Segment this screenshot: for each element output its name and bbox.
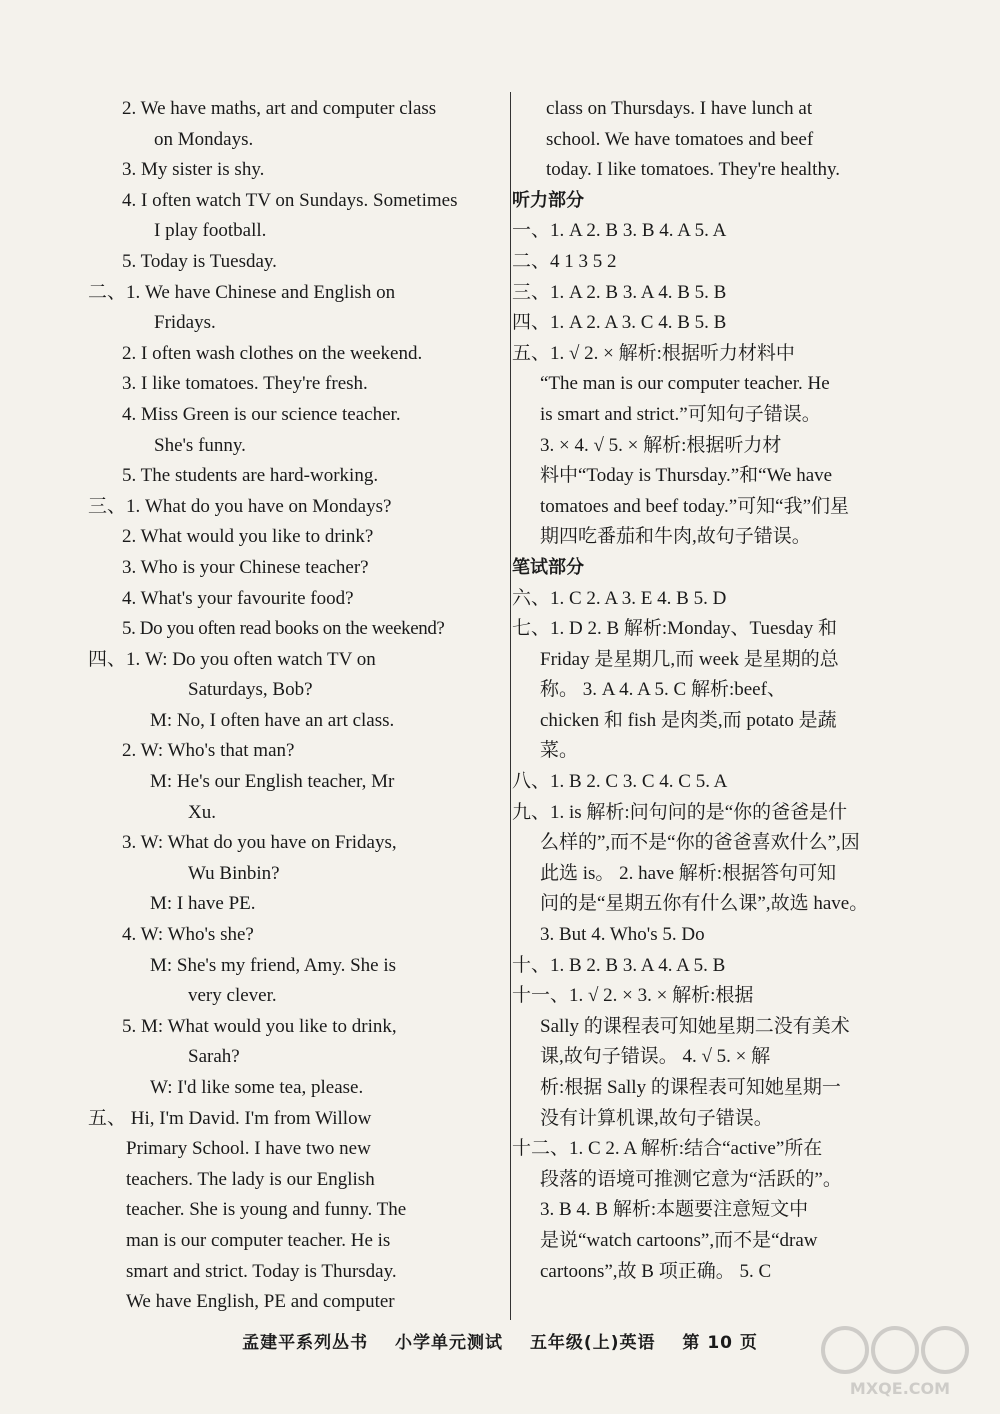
answer-line: 菜。	[540, 740, 579, 762]
answer-line: class on Thursdays. I have lunch at	[546, 98, 813, 119]
answer-line: 九、1. is 解析:问句问的是“你的爸爸是什	[512, 801, 848, 823]
answer-line: M: He's our English teacher, Mr	[150, 771, 395, 793]
answer-line: 五、 Hi, I'm David. I'm from Willow	[88, 1107, 372, 1129]
answer-line: 3. I like tomatoes. They're fresh.	[122, 373, 368, 395]
answer-line: M: She's my friend, Amy. She is	[150, 954, 397, 976]
answer-line: 2. What would you like to drink?	[122, 526, 374, 548]
answer-line: 称。 3. A 4. A 5. C 解析:beef、	[540, 679, 786, 701]
answer-line: 4. Miss Green is our science teacher.	[122, 403, 401, 425]
answer-line: “The man is our computer teacher. He	[540, 373, 830, 395]
answer-line: 么样的”,而不是“你的爸爸喜欢什么”,因	[540, 832, 860, 854]
answer-line: 5. The students are hard-working.	[122, 465, 379, 487]
answer-line: M: No, I often have an art class.	[150, 709, 395, 731]
answer-line: today. I like tomatoes. They're healthy.	[546, 159, 840, 181]
answer-line: 三、1. A 2. B 3. A 4. B 5. B	[512, 281, 727, 303]
answer-line: 段落的语境可推测它意为“活跃的”。	[540, 1168, 842, 1190]
answer-line: chicken 和 fish 是肉类,而 potato 是蔬	[540, 709, 837, 731]
answer-line: Fridays.	[154, 312, 216, 334]
watermark-text: MXQE.COM	[849, 1379, 951, 1398]
answer-line: 3. W: What do you have on Fridays,	[122, 832, 397, 854]
answer-line: 析:根据 Sally 的课程表可知她星期一	[540, 1077, 841, 1098]
answer-line: W: I'd like some tea, please.	[150, 1077, 364, 1098]
answer-line: 课,故句子错误。 4. √ 5. × 解	[540, 1046, 771, 1068]
answer-line: teachers. The lady is our English	[126, 1168, 375, 1190]
answer-line: 期四吃番茄和牛肉,故句子错误。	[540, 526, 811, 548]
answer-line: 4. What's your favourite food?	[122, 587, 354, 609]
answer-line: We have English, PE and computer	[126, 1291, 395, 1313]
answer-line: 3. My sister is shy.	[122, 159, 265, 181]
answer-line: on Mondays.	[154, 128, 254, 150]
answer-line: 没有计算机课,故句子错误。	[540, 1107, 773, 1129]
answer-line: school. We have tomatoes and beef	[546, 128, 814, 150]
answer-line: 六、1. C 2. A 3. E 4. B 5. D	[512, 587, 727, 609]
answer-line: 四、1. W: Do you often watch TV on	[88, 648, 376, 670]
answer-line: 5. Today is Tuesday.	[122, 250, 277, 272]
answer-line: teacher. She is young and funny. The	[126, 1199, 407, 1221]
answer-line: 十一、1. √ 2. × 3. × 解析:根据	[512, 985, 754, 1007]
answer-line: tomatoes and beef today.”可知“我”们星	[540, 495, 850, 517]
left-column	[88, 94, 494, 1318]
answer-line: 五、1. √ 2. × 解析:根据听力材料中	[512, 342, 795, 364]
answer-line: 3. Who is your Chinese teacher?	[122, 556, 369, 578]
answer-line: Sarah?	[188, 1046, 240, 1068]
answer-line: 是说“watch cartoons”,而不是“draw	[540, 1229, 818, 1251]
answer-line: Sally 的课程表可知她星期二没有美术	[540, 1015, 850, 1037]
column-divider	[510, 92, 511, 1320]
series-name: 孟建平系列丛书	[242, 1333, 369, 1353]
answer-line: Primary School. I have two new	[126, 1138, 371, 1160]
answer-line: 八、1. B 2. C 3. C 4. C 5. A	[512, 771, 728, 793]
answer-line: Xu.	[188, 801, 216, 823]
answer-line: very clever.	[188, 985, 277, 1007]
answer-line: She's funny.	[154, 434, 246, 456]
page-number: 第 10 页	[682, 1333, 758, 1353]
answer-line: Wu Binbin?	[188, 862, 280, 884]
answer-line: 三、1. What do you have on Mondays?	[88, 495, 392, 517]
answer-line: 十二、1. C 2. A 解析:结合“active”所在	[512, 1138, 823, 1160]
answer-line: 问的是“星期五你有什么课”,故选 have。	[540, 893, 869, 915]
answer-line: 七、1. D 2. B 解析:Monday、Tuesday 和	[512, 618, 837, 640]
answer-line: 四、1. A 2. A 3. C 4. B 5. B	[512, 312, 727, 334]
answer-line: 3. But 4. Who's 5. Do	[540, 924, 705, 946]
answer-line: 2. We have maths, art and computer class	[122, 98, 437, 119]
answer-line: man is our computer teacher. He is	[126, 1229, 391, 1251]
answer-line: 3. B 4. B 解析:本题要注意短文中	[540, 1199, 809, 1221]
book-title: 小学单元测试	[395, 1333, 504, 1353]
answer-line: 4. I often watch TV on Sundays. Sometimes	[122, 189, 458, 211]
watermark-logo	[815, 1320, 985, 1400]
answer-line: M: I have PE.	[150, 893, 256, 915]
answer-line: 十、1. B 2. B 3. A 4. A 5. B	[512, 954, 726, 976]
grade-subject: 五年级(上)英语	[529, 1333, 656, 1353]
answer-line: I play football.	[154, 220, 267, 242]
answer-line: is smart and strict.”可知句子错误。	[540, 403, 821, 425]
answer-line: 5. M: What would you like to drink,	[122, 1015, 397, 1037]
answer-line: Saturdays, Bob?	[188, 679, 313, 701]
answer-line: 二、1. We have Chinese and English on	[88, 281, 396, 303]
right-column	[512, 94, 912, 1287]
answer-line: 此选 is。 2. have 解析:根据答句可知	[540, 862, 837, 884]
answer-line: 2. I often wash clothes on the weekend.	[122, 342, 423, 364]
answer-line: cartoons”,故 B 项正确。 5. C	[540, 1260, 772, 1282]
answer-line: 3. × 4. √ 5. × 解析:根据听力材	[540, 434, 782, 456]
answer-line: smart and strict. Today is Thursday.	[126, 1260, 397, 1282]
answer-line: 4. W: Who's she?	[122, 924, 254, 946]
answer-line: Friday 是星期几,而 week 是星期的总	[540, 648, 839, 670]
section-heading: 听力部分	[512, 189, 584, 211]
section-heading: 笔试部分	[512, 556, 584, 578]
answer-line: 二、4 1 3 5 2	[512, 250, 617, 272]
answer-line: 2. W: Who's that man?	[122, 740, 295, 762]
answer-line: 5. Do you often read books on the weekend?	[122, 618, 445, 640]
answer-line: 料中“Today is Thursday.”和“We have	[540, 465, 833, 487]
answer-line: 一、1. A 2. B 3. B 4. A 5. A	[512, 220, 727, 242]
